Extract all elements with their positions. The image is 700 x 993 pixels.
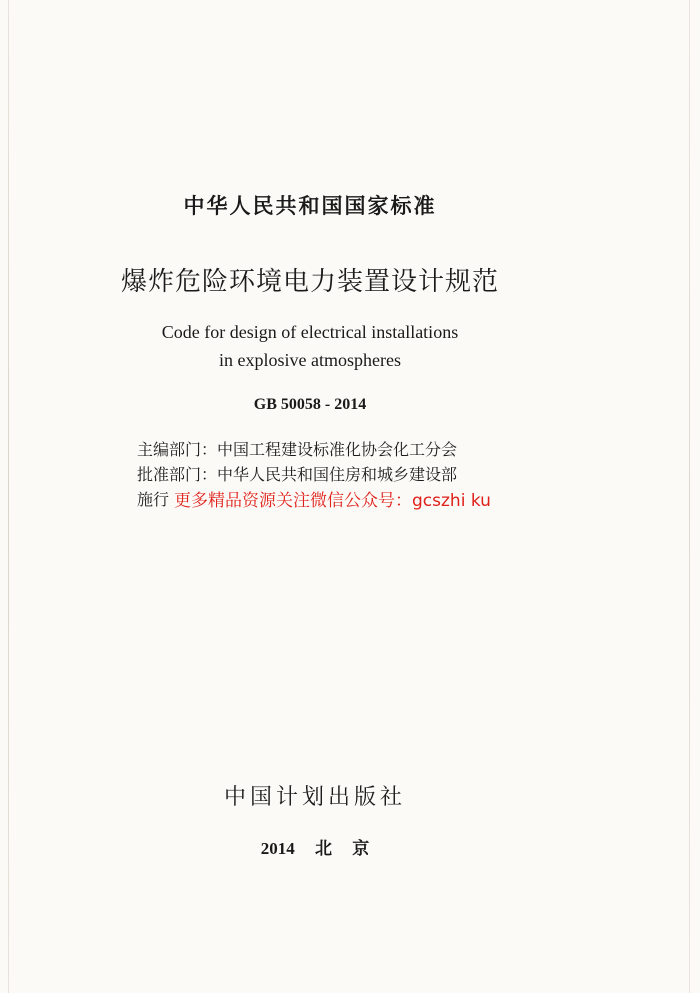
title-english-line-2: in explosive atmospheres	[219, 350, 401, 370]
publication-year-place: 2014 北 京	[260, 839, 370, 858]
title-english-line-1: Code for design of electrical installations	[161, 322, 459, 342]
standard-type-heading: 中华人民共和国国家标准	[183, 194, 437, 218]
title-chinese: 爆炸危险环境电力装置设计规范	[120, 267, 499, 297]
editor-department: 主编部门：中国工程建设标准化协会化工分会	[137, 440, 458, 459]
effective-date-prefix: 施行	[137, 490, 170, 509]
standard-code-number: GB 50058 - 2014	[253, 396, 367, 413]
title-english	[0, 318, 620, 374]
page-edge-right	[689, 0, 690, 993]
approver-department: 批准部门：中华人民共和国住房和城乡建设部	[137, 465, 458, 484]
watermark-text: 更多精品资源关注微信公众号：gcszhi ku	[174, 491, 491, 511]
publisher-name: 中国计划出版社	[223, 785, 406, 810]
